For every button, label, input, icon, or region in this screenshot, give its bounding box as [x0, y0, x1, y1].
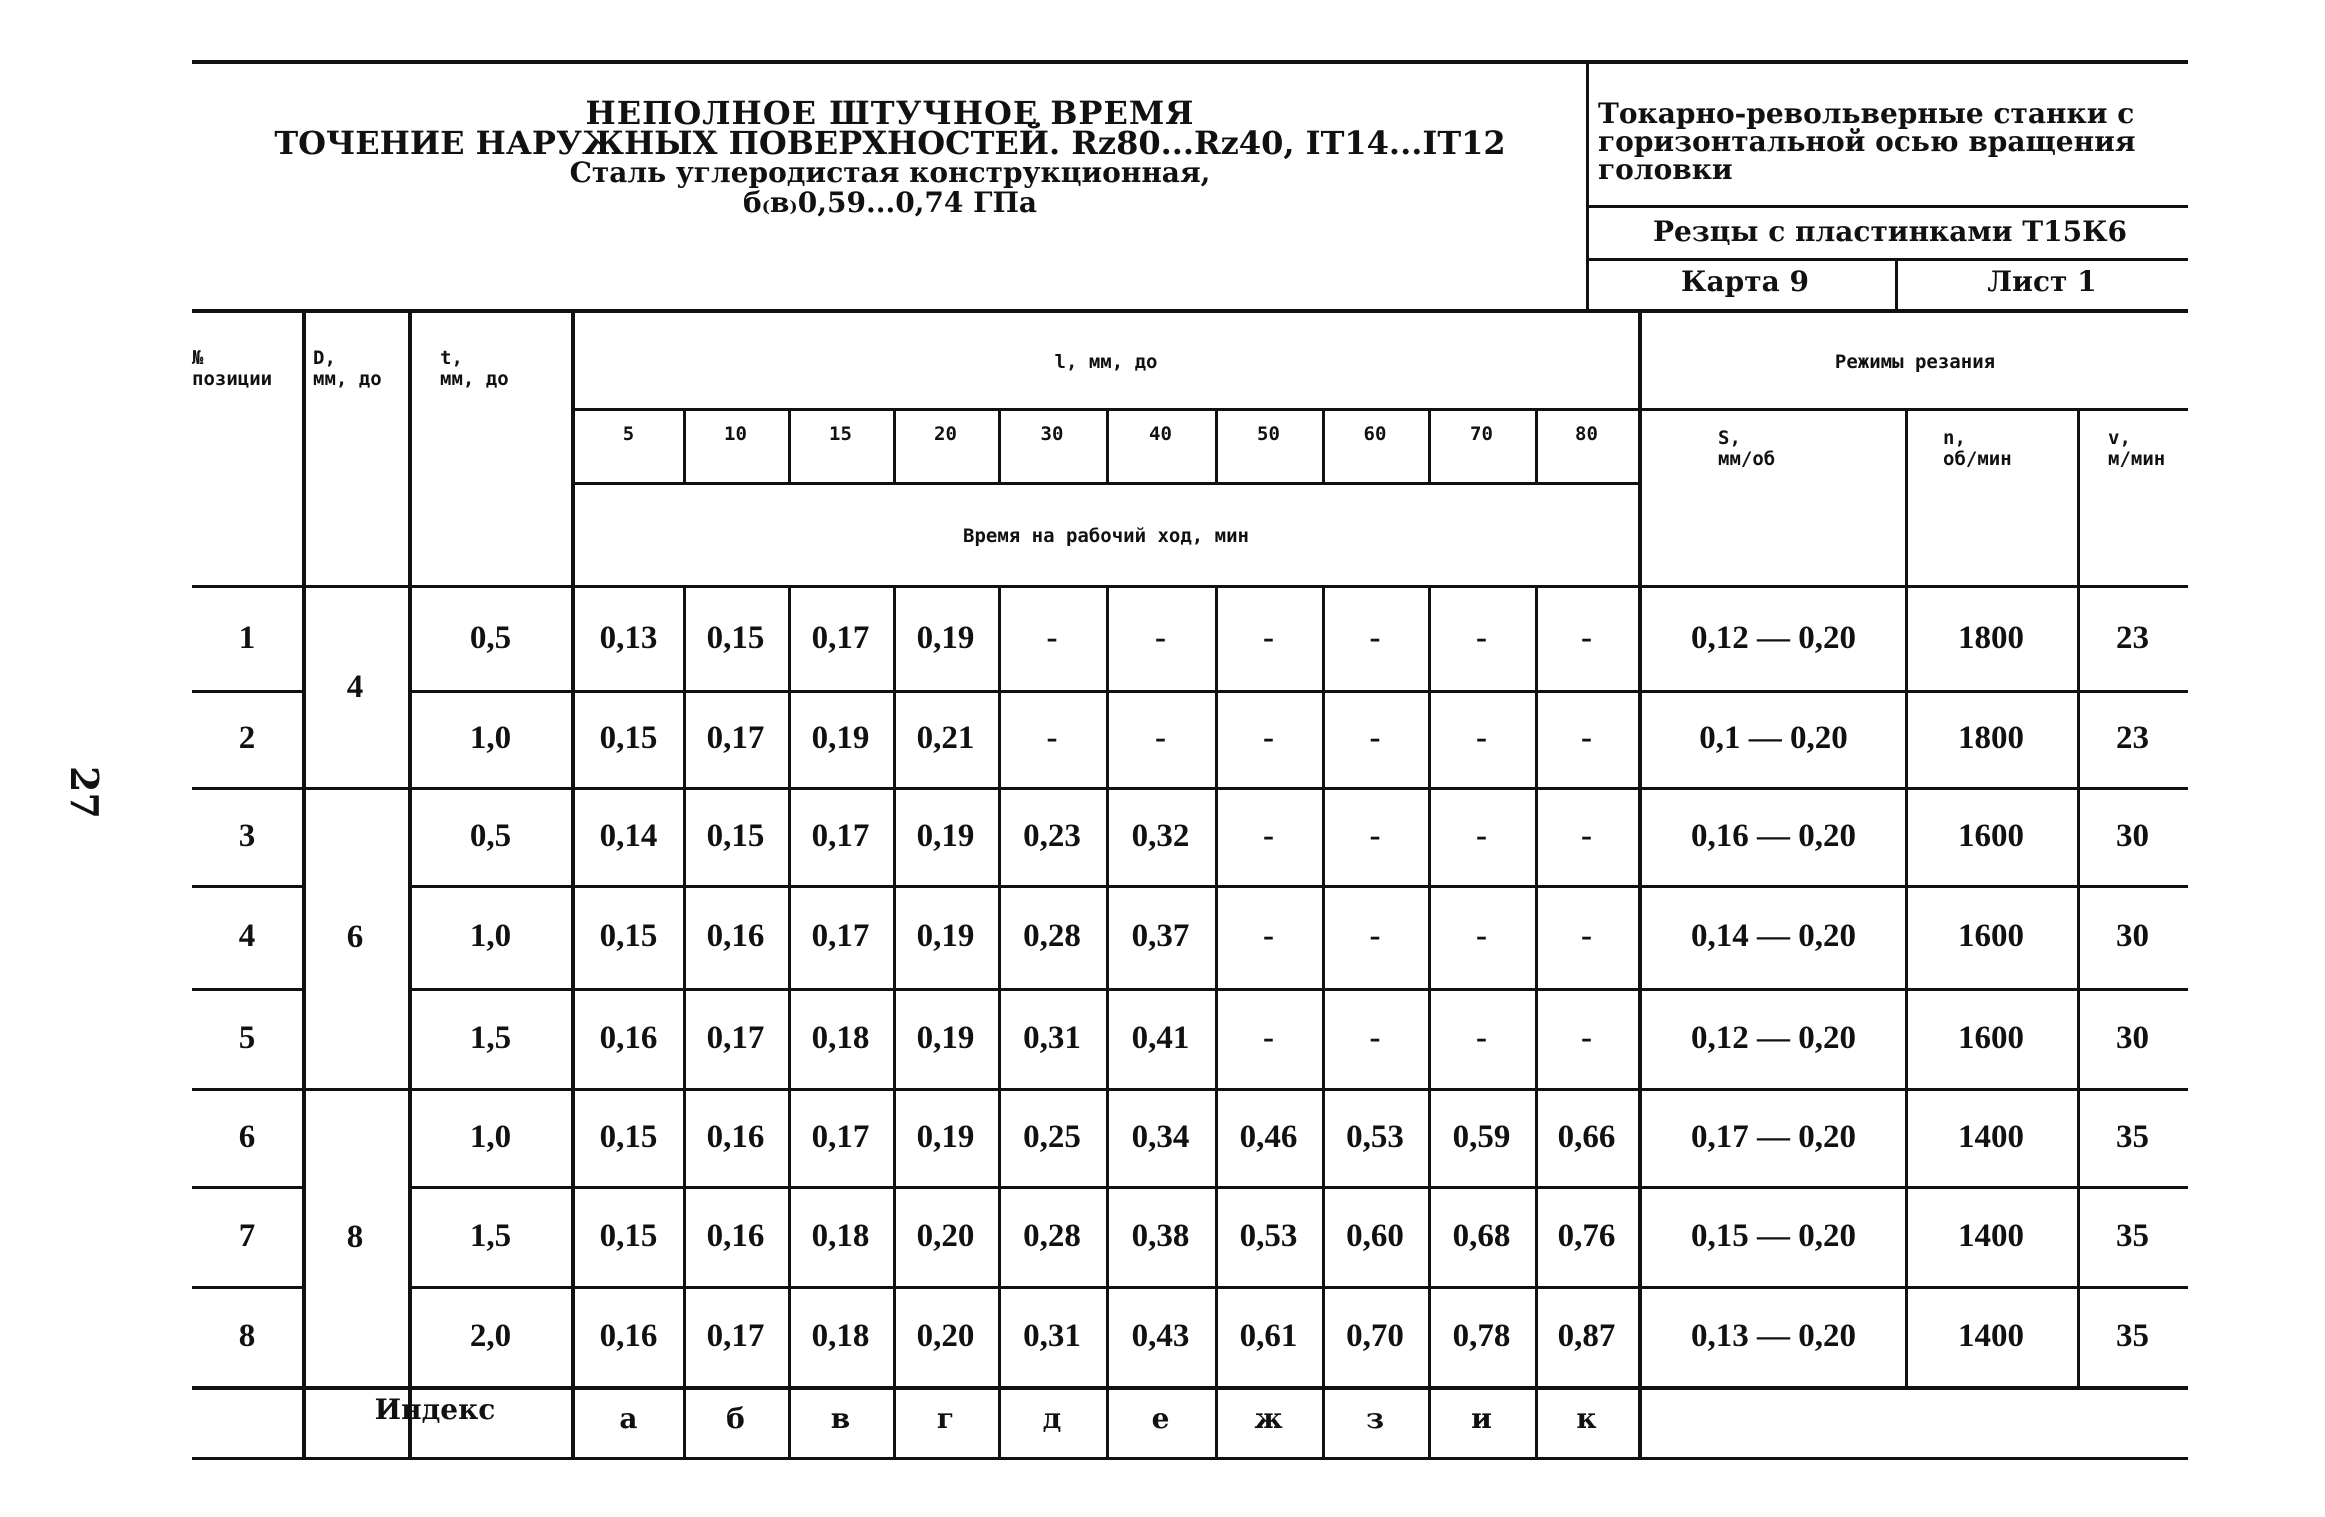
col-header-position-l1: №	[192, 347, 204, 369]
row-time-cell: 0,19	[916, 1118, 975, 1155]
row-time-cell: 0,15	[706, 817, 765, 854]
row-time-cell: 0,16	[706, 1217, 765, 1254]
row-time-cell: 0,16	[706, 918, 765, 954]
tool-type: Резцы с пластинками Т15К6	[1652, 215, 2128, 248]
vline-len-2	[893, 410, 896, 484]
right-rule-2	[1586, 258, 2188, 261]
row-time-cell: 0,21	[916, 720, 975, 756]
row-time-cell: -	[1263, 918, 1274, 954]
length-col-5: 5	[622, 423, 635, 445]
row-time-cell: 0,28	[1023, 918, 1081, 954]
row-time-cell: 0,17	[706, 1019, 765, 1056]
row-time-cell: -	[1046, 620, 1058, 656]
row-time-cell: -	[1369, 918, 1381, 954]
sheet-number: Лист 1	[1987, 265, 2097, 298]
row-time-cell: -	[1476, 720, 1487, 756]
row-time-cell: 0,38	[1131, 1217, 1190, 1254]
row-time-cell: 0,16	[599, 1019, 658, 1056]
row-time-cell: 0,37	[1131, 918, 1190, 954]
col-header-depth-l1: t,	[440, 347, 463, 369]
row-speed-n: 1400	[1958, 1217, 2024, 1254]
row-time-cell: 0,15	[599, 918, 658, 954]
row-time-cell: 0,17	[706, 1317, 765, 1354]
col-header-speed-n-l2: об/мин	[1943, 448, 2012, 470]
row-feed: 0,16 — 0,20	[1691, 817, 1856, 854]
length-col-40: 40	[1149, 423, 1172, 445]
row-time-cell: 0,13	[599, 620, 658, 656]
row-position: 8	[238, 1317, 256, 1354]
row-time-cell: 0,68	[1452, 1217, 1511, 1254]
row-time-cell: -	[1263, 1019, 1274, 1056]
vline-len-3	[998, 410, 1001, 484]
row-time-cell: 0,28	[1023, 1217, 1081, 1254]
row-time-cell: -	[1046, 720, 1058, 756]
row-time-cell: -	[1476, 620, 1487, 656]
length-col-20: 20	[934, 423, 957, 445]
row-depth: 1,0	[469, 1118, 512, 1155]
length-col-80: 80	[1575, 423, 1598, 445]
row-velocity: 30	[2116, 918, 2149, 954]
row-time-cell: 0,19	[916, 1019, 975, 1056]
row-time-cell: -	[1263, 720, 1274, 756]
index-letter: б	[726, 1402, 745, 1435]
length-col-30: 30	[1040, 423, 1064, 445]
index-letter: а	[619, 1402, 638, 1435]
machine-type-line-1: Токарно-револьверные станки с	[1598, 97, 2135, 130]
col-header-position	[192, 348, 272, 390]
row-feed: 0,13 — 0,20	[1691, 1317, 1856, 1354]
length-col-50: 50	[1257, 423, 1280, 445]
row-feed: 0,15 — 0,20	[1691, 1217, 1856, 1254]
row-time-cell: -	[1581, 720, 1592, 756]
row-time-cell: 0,53	[1346, 1118, 1404, 1155]
length-header: l, мм, до	[1054, 351, 1158, 373]
row-time-cell: 0,15	[599, 1118, 658, 1155]
row-position: 5	[238, 1019, 256, 1056]
hline-index-bottom	[192, 1457, 2188, 1460]
row-velocity: 35	[2116, 1118, 2149, 1155]
row-time-cell: -	[1476, 918, 1487, 954]
row-time-cell: 0,59	[1452, 1118, 1511, 1155]
row-time-cell: 0,18	[811, 1317, 870, 1354]
col-header-speed-n-l1: n,	[1943, 427, 1966, 449]
index-letter: е	[1151, 1402, 1170, 1435]
row-time-cell: -	[1581, 918, 1592, 954]
col-header-depth-l2: мм, до	[440, 368, 509, 390]
vline-len-4	[1106, 410, 1109, 484]
row-time-cell: 0,32	[1131, 817, 1190, 854]
row-velocity: 30	[2116, 817, 2149, 854]
col-header-diameter-l1: D,	[313, 347, 336, 369]
index-letter: з	[1366, 1402, 1384, 1435]
vline-len-5	[1215, 410, 1218, 484]
row-feed: 0,17 — 0,20	[1691, 1118, 1856, 1155]
length-col-60: 60	[1363, 423, 1387, 445]
row-position: 7	[238, 1217, 256, 1254]
index-letter: к	[1576, 1402, 1597, 1435]
hline-len-row	[574, 408, 2188, 411]
index-letter: д	[1042, 1402, 1062, 1435]
row-time-cell: 0,60	[1346, 1217, 1404, 1254]
title-line-3: Сталь углеродистая конструкционная,	[569, 156, 1211, 189]
row-time-cell: 0,76	[1557, 1217, 1616, 1254]
row-velocity: 35	[2116, 1217, 2149, 1254]
row-feed: 0,12 — 0,20	[1691, 620, 1856, 656]
row-time-cell: 0,15	[599, 1217, 658, 1254]
top-rule	[192, 60, 2188, 64]
card-sheet-divider	[1895, 258, 1898, 310]
title-line-4: б₍в₎0,59...0,74 ГПа	[742, 186, 1038, 219]
table-top-rule	[192, 309, 2188, 313]
row-time-cell: 0,43	[1131, 1317, 1190, 1354]
index-letter: в	[830, 1402, 851, 1435]
row-depth: 1,5	[469, 1217, 512, 1254]
row-time-cell: 0,18	[811, 1019, 870, 1056]
col-header-velocity-l2: м/мин	[2108, 448, 2166, 470]
row-time-cell: 0,61	[1239, 1317, 1298, 1354]
length-col-10: 10	[724, 423, 747, 445]
row-speed-n: 1400	[1958, 1118, 2024, 1155]
length-col-70: 70	[1470, 423, 1493, 445]
row-feed: 0,1 — 0,20	[1699, 720, 1848, 756]
row-time-cell: 0,19	[916, 620, 975, 656]
row-speed-n: 1600	[1958, 817, 2024, 854]
modes-header: Режимы резания	[1834, 351, 1996, 373]
row-depth: 0,5	[469, 817, 512, 854]
row-time-cell: 0,53	[1239, 1217, 1298, 1254]
row-time-cell: 0,19	[811, 720, 870, 756]
row-time-cell: -	[1476, 1019, 1487, 1056]
row-time-cell: 0,87	[1557, 1317, 1616, 1354]
hline-time-label	[574, 482, 1638, 485]
header-divider	[1586, 60, 1589, 312]
row-time-cell: 0,20	[916, 1317, 975, 1354]
diameter-group: 8	[346, 1218, 364, 1255]
row-time-cell: -	[1155, 720, 1166, 756]
title-block	[195, 94, 1585, 219]
row-time-cell: -	[1263, 817, 1274, 854]
row-time-cell: -	[1263, 620, 1274, 656]
row-depth: 0,5	[469, 620, 512, 656]
vline-len-0	[683, 410, 686, 484]
row-position: 3	[238, 817, 256, 854]
machine-type-line-3: головки	[1598, 153, 1733, 186]
row-time-cell: 0,66	[1557, 1118, 1616, 1155]
row-time-cell: -	[1369, 720, 1381, 756]
row-time-cell: 0,20	[916, 1217, 975, 1254]
page-number: 27	[61, 766, 107, 819]
row-time-cell: 0,19	[916, 817, 975, 854]
col-header-diameter-l2: мм, до	[313, 368, 382, 390]
row-time-cell: -	[1155, 620, 1166, 656]
title-line-1: НЕПОЛНОЕ ШТУЧНОЕ ВРЕМЯ	[585, 94, 1195, 132]
row-time-cell: 0,15	[599, 720, 658, 756]
row-speed-n: 1800	[1958, 720, 2024, 756]
row-time-cell: 0,17	[811, 620, 870, 656]
row-time-cell: 0,17	[706, 720, 765, 756]
row-time-cell: 0,41	[1131, 1019, 1190, 1056]
col-header-velocity	[2108, 428, 2165, 470]
row-depth: 1,0	[469, 918, 512, 954]
row-velocity: 23	[2116, 720, 2149, 756]
diameter-group: 4	[346, 668, 364, 705]
row-depth: 1,0	[469, 720, 512, 756]
row-time-cell: 0,25	[1023, 1118, 1081, 1155]
row-time-cell: -	[1581, 817, 1592, 854]
col-header-feed-l1: S,	[1718, 427, 1741, 449]
row-velocity: 23	[2116, 620, 2149, 656]
row-time-cell: -	[1369, 817, 1381, 854]
row-depth: 2,0	[469, 1317, 512, 1354]
row-time-cell: 0,31	[1023, 1317, 1081, 1354]
row-depth: 1,5	[469, 1019, 512, 1056]
row-position: 1	[238, 620, 256, 656]
index-letter: ж	[1254, 1402, 1283, 1435]
row-time-cell: 0,23	[1023, 817, 1081, 854]
row-time-cell: 0,17	[811, 817, 870, 854]
vline-len-7	[1428, 410, 1431, 484]
row-time-cell: 0,78	[1452, 1317, 1511, 1354]
row-time-cell: 0,70	[1346, 1317, 1404, 1354]
row-feed: 0,14 — 0,20	[1691, 918, 1856, 954]
row-speed-n: 1600	[1958, 1019, 2024, 1056]
col-header-feed	[1718, 428, 1775, 470]
row-time-cell: -	[1476, 817, 1487, 854]
row-time-cell: -	[1369, 1019, 1381, 1056]
col-header-depth	[440, 348, 509, 390]
right-rule-1	[1586, 205, 2188, 208]
row-time-cell: -	[1581, 1019, 1592, 1056]
row-time-cell: 0,34	[1131, 1118, 1190, 1155]
row-position: 4	[238, 918, 256, 954]
row-speed-n: 1400	[1958, 1317, 2024, 1354]
row-time-cell: 0,31	[1023, 1019, 1081, 1056]
row-time-cell: 0,17	[811, 918, 870, 954]
row-time-cell: 0,16	[706, 1118, 765, 1155]
col-header-velocity-l1: v,	[2108, 427, 2131, 449]
row-speed-n: 1600	[1958, 918, 2024, 954]
row-velocity: 35	[2116, 1317, 2149, 1354]
col-header-position-l2: позиции	[192, 368, 273, 390]
vline-len-1	[788, 410, 791, 484]
index-label: Индекс	[374, 1393, 496, 1426]
vline-len-8	[1535, 410, 1538, 484]
col-header-feed-l2: мм/об	[1718, 448, 1776, 470]
vline-len-6	[1322, 410, 1325, 484]
machine-type	[1598, 97, 2198, 186]
row-time-cell: -	[1581, 620, 1592, 656]
row-time-cell: 0,16	[599, 1317, 658, 1354]
row-time-cell: 0,15	[706, 620, 765, 656]
row-time-cell: 0,17	[811, 1118, 870, 1155]
row-speed-n: 1800	[1958, 620, 2024, 656]
index-letter: г	[936, 1402, 955, 1435]
col-header-diameter	[313, 348, 382, 390]
diameter-group: 6	[346, 919, 364, 955]
index-letter: и	[1471, 1402, 1492, 1435]
title-line-2: ТОЧЕНИЕ НАРУЖНЫХ ПОВЕРХНОСТЕЙ. Rz80...Rz40, IT14...IT12	[274, 124, 1506, 162]
row-time-cell: 0,46	[1239, 1118, 1298, 1155]
row-position: 2	[238, 720, 256, 756]
row-velocity: 30	[2116, 1019, 2149, 1056]
time-header: Время на рабочий ход, мин	[963, 525, 1249, 547]
length-col-15: 15	[829, 423, 852, 445]
col-header-speed-n	[1943, 428, 2012, 470]
row-time-cell: -	[1369, 620, 1381, 656]
row-feed: 0,12 — 0,20	[1691, 1019, 1856, 1056]
machine-type-line-2: горизонтальной осью вращения	[1598, 125, 2136, 158]
row-time-cell: 0,18	[811, 1217, 870, 1254]
row-time-cell: 0,19	[916, 918, 975, 954]
card-number: Карта 9	[1681, 265, 1809, 298]
row-time-cell: 0,14	[599, 817, 658, 854]
row-position: 6	[238, 1118, 256, 1155]
